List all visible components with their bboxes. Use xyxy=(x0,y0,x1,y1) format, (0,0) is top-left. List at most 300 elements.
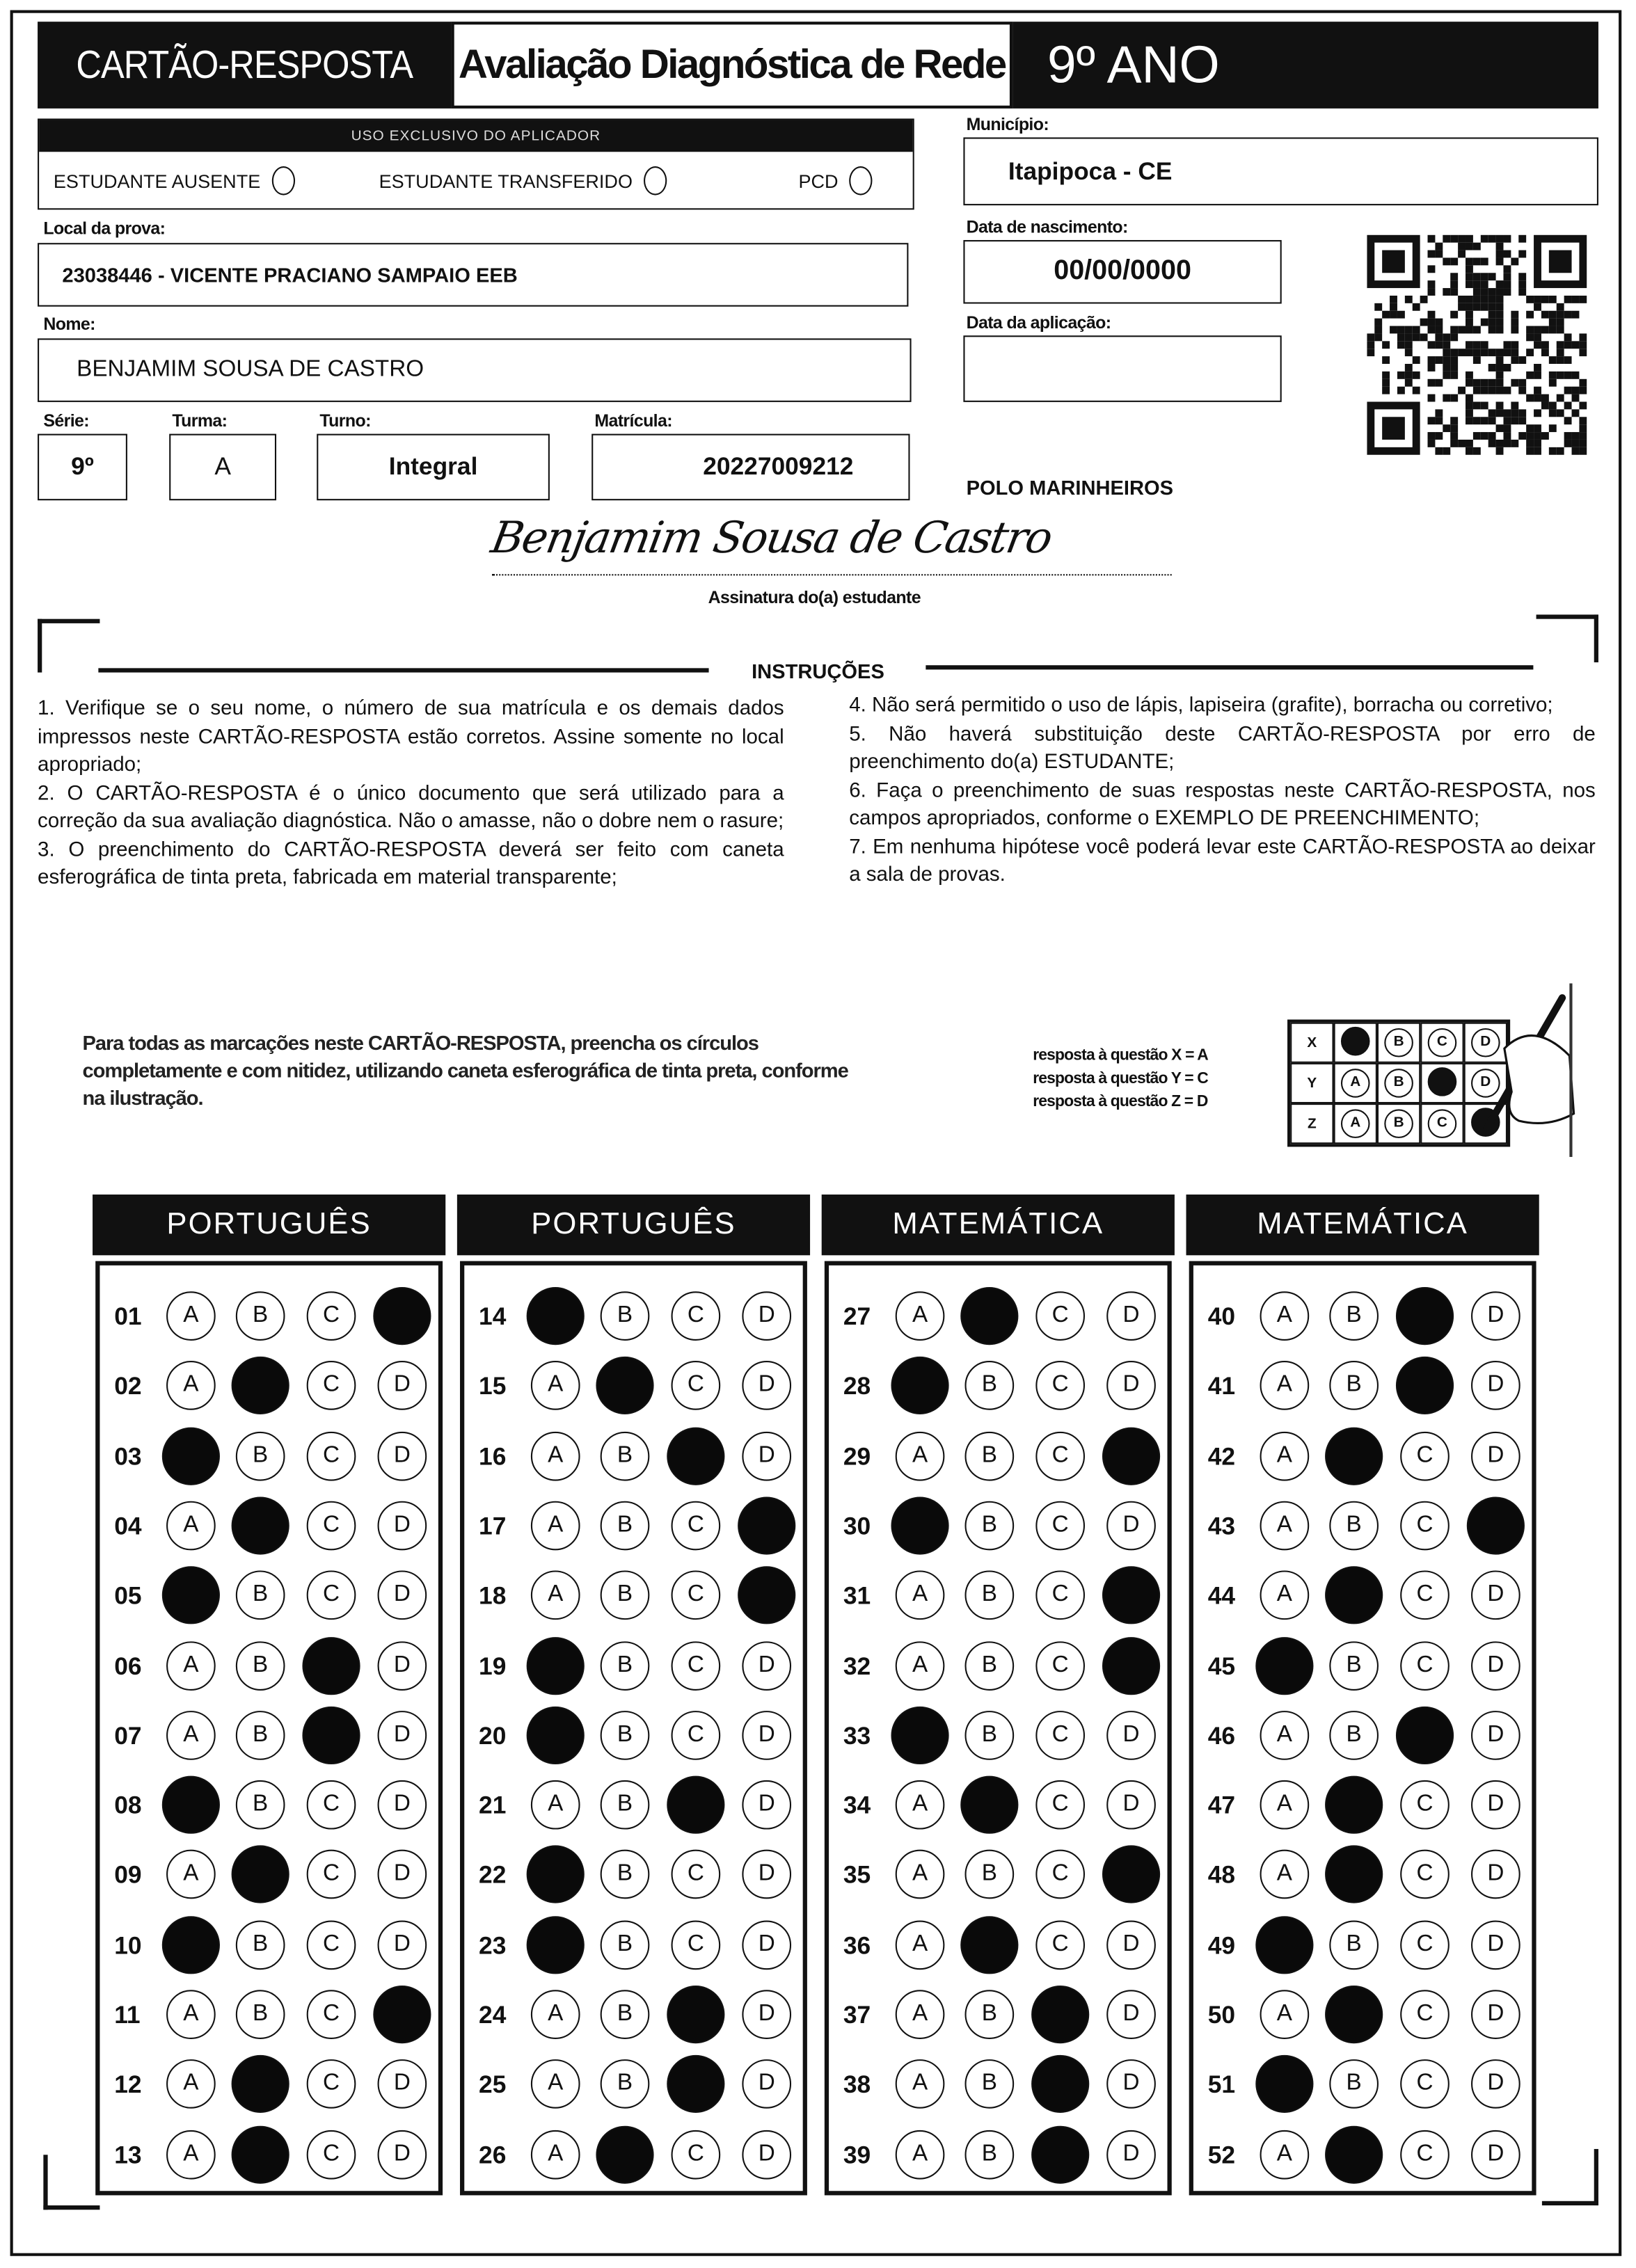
answer-bubble-c[interactable]: C xyxy=(307,1850,356,1899)
answer-bubble-a[interactable]: A xyxy=(1260,1850,1310,1899)
answer-bubble-d[interactable]: D xyxy=(1471,2130,1520,2179)
answer-bubble-d[interactable]: D xyxy=(1106,2130,1156,2179)
answer-bubble-a[interactable] xyxy=(891,1496,948,1554)
answer-bubble-c[interactable]: C xyxy=(1400,2130,1450,2179)
answer-bubble-a[interactable]: A xyxy=(166,1990,216,2039)
section-answers xyxy=(460,1261,807,2196)
answer-bubble-b[interactable]: B xyxy=(601,1990,650,2039)
question-number: 06 xyxy=(114,1652,142,1680)
answer-bubble-d[interactable]: D xyxy=(742,1640,791,1690)
transferred-label: ESTUDANTE TRANSFERIDO xyxy=(379,170,633,192)
example-bubble-a xyxy=(1341,1026,1370,1055)
answer-bubble-c[interactable] xyxy=(1031,2055,1089,2113)
answer-bubble-b[interactable]: B xyxy=(1329,1291,1379,1341)
card-title: CARTÃO-RESPOSTA xyxy=(76,42,413,86)
answer-bubble-d[interactable]: D xyxy=(378,1711,427,1760)
absent-option[interactable] xyxy=(54,166,295,195)
answer-bubble-d[interactable]: D xyxy=(1106,1990,1156,2039)
answer-bubble-d[interactable]: D xyxy=(378,1571,427,1620)
answer-bubble-c[interactable]: C xyxy=(672,1711,721,1760)
answer-bubble-d[interactable]: D xyxy=(1471,1431,1520,1480)
example-bubble-a: A xyxy=(1341,1109,1370,1138)
answer-bubble-c[interactable] xyxy=(302,1636,360,1694)
answer-bubble-b[interactable]: B xyxy=(601,2060,650,2109)
question-number: 50 xyxy=(1207,2001,1236,2029)
answer-bubble-d[interactable]: D xyxy=(1106,1501,1156,1550)
answer-bubble-c[interactable]: C xyxy=(1400,2060,1450,2109)
answer-bubble-a[interactable] xyxy=(1255,1636,1313,1694)
answer-bubble-a[interactable]: A xyxy=(166,1361,216,1411)
question-number: 41 xyxy=(1207,1373,1236,1400)
answer-bubble-d[interactable]: D xyxy=(378,1501,427,1550)
question-row xyxy=(1193,1288,1541,1346)
question-number: 16 xyxy=(479,1442,507,1471)
answer-bubble-c[interactable]: C xyxy=(672,2130,721,2179)
question-number: 12 xyxy=(114,2071,142,2099)
answer-bubble-a[interactable]: A xyxy=(166,1711,216,1760)
answer-bubble-c[interactable]: C xyxy=(1400,1640,1450,1690)
question-row xyxy=(1193,1917,1541,1975)
answer-bubble-d[interactable]: D xyxy=(1471,1780,1520,1830)
answer-bubble-a[interactable] xyxy=(527,1706,585,1764)
answer-bubble-d[interactable]: D xyxy=(1471,1990,1520,2039)
answer-bubble-b[interactable] xyxy=(232,1846,289,1903)
answer-bubble-d[interactable]: D xyxy=(1106,1780,1156,1830)
answer-bubble-d[interactable]: D xyxy=(1471,1850,1520,1899)
answer-bubble-c[interactable]: C xyxy=(1400,1571,1450,1620)
question-row xyxy=(829,1847,1176,1905)
example-legend-y: resposta à questão Y = C xyxy=(1033,1070,1209,1088)
answer-bubble-d[interactable]: D xyxy=(378,1361,427,1411)
answer-bubble-c[interactable]: C xyxy=(1400,1780,1450,1830)
answer-bubble-c[interactable]: C xyxy=(1400,1990,1450,2039)
applicator-section xyxy=(38,118,914,209)
answer-bubble-b[interactable]: B xyxy=(964,1501,1014,1550)
answer-bubble-a[interactable]: A xyxy=(896,1850,945,1899)
answer-bubble-d[interactable]: D xyxy=(1471,1920,1520,1970)
answer-bubble-b[interactable] xyxy=(232,1357,289,1414)
answer-bubble-a[interactable] xyxy=(162,1427,220,1485)
answer-bubble-a[interactable] xyxy=(527,1287,585,1345)
signature-line xyxy=(492,574,1172,575)
signature-caption: Assinatura do(a) estudante xyxy=(708,586,921,608)
answer-bubble-b[interactable]: B xyxy=(1329,2060,1379,2109)
answer-bubble-a[interactable]: A xyxy=(1260,1431,1310,1480)
answer-bubble-c[interactable]: C xyxy=(1035,1780,1085,1830)
answer-bubble-a[interactable] xyxy=(891,1357,948,1414)
answer-bubble-b[interactable] xyxy=(232,1496,289,1554)
answer-bubble-d[interactable]: D xyxy=(1471,1640,1520,1690)
answer-bubble-d[interactable]: D xyxy=(1106,2060,1156,2109)
example-question-label: Z xyxy=(1290,1103,1333,1144)
answer-bubble-a[interactable]: A xyxy=(166,2130,216,2179)
answer-bubble-c[interactable] xyxy=(667,2055,724,2113)
corner-mark-bottom-left xyxy=(43,2155,100,2210)
answer-bubble-d[interactable]: D xyxy=(1106,1291,1156,1341)
answer-bubble-b[interactable]: B xyxy=(236,1571,285,1620)
answer-bubble-c[interactable]: C xyxy=(1035,1850,1085,1899)
question-number: 52 xyxy=(1207,2141,1236,2169)
answer-bubble-a[interactable]: A xyxy=(166,1501,216,1550)
answer-bubble-d[interactable]: D xyxy=(1471,1571,1520,1620)
question-number: 25 xyxy=(479,2071,507,2099)
answer-bubble-c[interactable]: C xyxy=(1400,1501,1450,1550)
answer-bubble-a[interactable]: A xyxy=(166,1291,216,1341)
answer-bubble-d[interactable]: D xyxy=(378,1920,427,1970)
question-row xyxy=(829,1708,1176,1766)
answer-bubble-b[interactable] xyxy=(596,1357,653,1414)
example-bubble-b: B xyxy=(1384,1109,1413,1138)
question-number: 01 xyxy=(114,1302,142,1331)
example-legend-z: resposta à questão Z = D xyxy=(1033,1093,1208,1111)
answer-bubble-a[interactable] xyxy=(527,1636,585,1694)
answer-bubble-c[interactable]: C xyxy=(307,1431,356,1480)
answer-bubble-d[interactable] xyxy=(373,1287,431,1345)
student-signature: Benjamim Sousa de Castro xyxy=(487,513,1056,564)
question-row xyxy=(829,1359,1176,1416)
transferred-radio[interactable] xyxy=(644,166,667,195)
answer-bubble-d[interactable]: D xyxy=(1471,1361,1520,1411)
answer-bubble-a[interactable]: A xyxy=(531,1501,580,1550)
answer-bubble-c[interactable]: C xyxy=(307,1920,356,1970)
answer-bubble-a[interactable]: A xyxy=(896,1780,945,1830)
answer-bubble-d[interactable]: D xyxy=(378,1850,427,1899)
answer-bubble-a[interactable]: A xyxy=(896,1431,945,1480)
question-row xyxy=(464,1498,811,1556)
answer-bubble-b[interactable]: B xyxy=(964,2060,1014,2109)
answer-bubble-b[interactable] xyxy=(1325,1846,1383,1903)
question-row xyxy=(829,1428,1176,1486)
answer-bubble-c[interactable]: C xyxy=(1400,1431,1450,1480)
answer-bubble-a[interactable]: A xyxy=(896,1990,945,2039)
answer-bubble-b[interactable]: B xyxy=(601,1640,650,1690)
answer-bubble-b[interactable]: B xyxy=(601,1501,650,1550)
answer-bubble-c[interactable]: C xyxy=(307,1990,356,2039)
question-row xyxy=(464,1917,811,1975)
example-instructions: Para todas as marcações neste CARTÃO-RESPOSTA, preencha os círculos completamente e com nitidez, utilizando caneta esferográfica de tinta preta, conforme na ilustração. xyxy=(82,1031,848,1110)
answer-bubble-b[interactable] xyxy=(1325,1567,1383,1624)
question-row xyxy=(1193,1498,1541,1556)
answer-bubble-d[interactable]: D xyxy=(742,1780,791,1830)
answer-bubble-c[interactable]: C xyxy=(672,1920,721,1970)
answer-bubble-b[interactable] xyxy=(1325,1427,1383,1485)
answer-bubble-d[interactable] xyxy=(738,1567,795,1624)
instruction-6: 6. Faça o preenchimento de suas respostas neste CARTÃO-RESPOSTA, nos campos apropriados, conforme o EXEMPLO DE PREENCHIMENTO; xyxy=(849,778,1596,831)
answer-bubble-c[interactable]: C xyxy=(672,1501,721,1550)
answer-bubble-b[interactable]: B xyxy=(236,1990,285,2039)
name-field: BENJAMIM SOUSA DE CASTRO xyxy=(38,338,912,401)
answer-bubble-a[interactable]: A xyxy=(531,1780,580,1830)
answer-bubble-a[interactable]: A xyxy=(166,1850,216,1899)
answer-bubble-d[interactable] xyxy=(1102,1567,1160,1624)
pcd-label: PCD xyxy=(798,170,839,192)
question-row xyxy=(100,2057,447,2115)
birthdate-field: 00/00/0000 xyxy=(963,240,1281,303)
answer-bubble-a[interactable]: A xyxy=(896,1291,945,1341)
answer-bubble-a[interactable]: A xyxy=(896,2130,945,2179)
answer-bubble-c[interactable] xyxy=(667,1427,724,1485)
answer-bubble-b[interactable]: B xyxy=(1329,1361,1379,1411)
answer-bubble-c[interactable]: C xyxy=(672,1291,721,1341)
answer-bubble-d[interactable]: D xyxy=(1106,1920,1156,1970)
corner-mark-top-right xyxy=(1536,614,1598,662)
answer-bubble-d[interactable]: D xyxy=(378,2060,427,2109)
answer-bubble-d[interactable]: D xyxy=(742,1711,791,1760)
answer-bubble-a[interactable]: A xyxy=(896,1571,945,1620)
question-row xyxy=(464,1359,811,1416)
answer-bubble-b[interactable]: B xyxy=(964,1640,1014,1690)
answer-bubble-c[interactable]: C xyxy=(672,1361,721,1411)
answer-bubble-b[interactable] xyxy=(232,2125,289,2183)
answer-bubble-c[interactable]: C xyxy=(1035,1501,1085,1550)
answer-bubble-a[interactable]: A xyxy=(166,2060,216,2109)
answer-bubble-b[interactable]: B xyxy=(236,1711,285,1760)
answer-bubble-c[interactable]: C xyxy=(307,2060,356,2109)
answer-bubble-b[interactable]: B xyxy=(601,1920,650,1970)
answer-bubble-b[interactable]: B xyxy=(236,1780,285,1830)
instructions-title: INSTRUÇÕES xyxy=(752,659,884,683)
answer-bubble-d[interactable]: D xyxy=(742,1920,791,1970)
answer-bubble-a[interactable] xyxy=(527,1916,585,1974)
example-cell xyxy=(1334,1023,1377,1063)
matricula-field: 20227009212 xyxy=(591,434,910,501)
answer-bubble-b[interactable]: B xyxy=(1329,1711,1379,1760)
answer-bubble-c[interactable]: C xyxy=(1035,1640,1085,1690)
answer-bubble-a[interactable] xyxy=(162,1916,220,1974)
question-number: 44 xyxy=(1207,1582,1236,1610)
transferred-option[interactable] xyxy=(379,166,667,195)
answer-bubble-a[interactable]: A xyxy=(531,1431,580,1480)
question-number: 28 xyxy=(843,1373,871,1400)
answer-bubble-b[interactable]: B xyxy=(601,1571,650,1620)
answer-bubble-b[interactable] xyxy=(1325,2125,1383,2183)
answer-bubble-c[interactable]: C xyxy=(672,1571,721,1620)
section-header: PORTUGUÊS xyxy=(457,1195,810,1255)
answer-bubble-c[interactable]: C xyxy=(307,1291,356,1341)
question-row xyxy=(829,1638,1176,1695)
answer-bubble-d[interactable]: D xyxy=(742,2130,791,2179)
answer-bubble-c[interactable]: C xyxy=(672,1850,721,1899)
answer-bubble-b[interactable]: B xyxy=(601,1291,650,1341)
answer-bubble-c[interactable]: C xyxy=(1035,1920,1085,1970)
pcd-radio[interactable] xyxy=(850,166,873,195)
answer-bubble-a[interactable]: A xyxy=(1260,1990,1310,2039)
answer-bubble-a[interactable]: A xyxy=(1260,1711,1310,1760)
hand-pen-icon xyxy=(1461,991,1576,1150)
instruction-7: 7. Em nenhuma hipótese você poderá levar este CARTÃO-RESPOSTA ao deixar a sala de provas. xyxy=(849,835,1596,887)
answer-bubble-c[interactable]: C xyxy=(1035,1711,1085,1760)
answer-bubble-b[interactable]: B xyxy=(601,1850,650,1899)
answer-bubble-a[interactable]: A xyxy=(1260,1571,1310,1620)
section-answers xyxy=(825,1261,1172,2196)
answer-bubble-c[interactable] xyxy=(1396,1287,1454,1345)
answer-bubble-b[interactable] xyxy=(960,1776,1018,1834)
answer-bubble-b[interactable]: B xyxy=(964,1711,1014,1760)
example-legend xyxy=(1033,1044,1208,1114)
application-date-field xyxy=(963,335,1281,402)
answer-bubble-a[interactable]: A xyxy=(1260,1780,1310,1830)
question-number: 17 xyxy=(479,1512,507,1540)
answer-bubble-d[interactable] xyxy=(738,1496,795,1554)
answer-bubble-d[interactable]: D xyxy=(378,1640,427,1690)
answer-bubble-b[interactable]: B xyxy=(964,1571,1014,1620)
answer-bubble-c[interactable]: C xyxy=(1035,1431,1085,1480)
question-number: 39 xyxy=(843,2141,871,2169)
absent-radio[interactable] xyxy=(272,166,295,195)
answer-bubble-c[interactable]: C xyxy=(1400,1850,1450,1899)
answer-bubble-a[interactable]: A xyxy=(1260,1501,1310,1550)
answer-bubble-d[interactable]: D xyxy=(742,2060,791,2109)
answer-bubble-a[interactable]: A xyxy=(531,1990,580,2039)
answer-bubble-a[interactable]: A xyxy=(1260,2130,1310,2179)
answer-bubble-d[interactable]: D xyxy=(1471,1711,1520,1760)
answer-bubble-c[interactable] xyxy=(667,1776,724,1834)
instructions-left xyxy=(38,696,784,893)
answer-bubble-d[interactable]: D xyxy=(378,1431,427,1480)
answer-bubble-b[interactable] xyxy=(596,2125,653,2183)
answer-bubble-d[interactable] xyxy=(1102,1427,1160,1485)
answer-bubble-a[interactable]: A xyxy=(166,1640,216,1690)
example-bubble-d: D xyxy=(1471,1069,1500,1098)
answer-bubble-c[interactable]: C xyxy=(1400,1920,1450,1970)
question-number: 47 xyxy=(1207,1791,1236,1820)
question-row xyxy=(100,1708,447,1766)
answer-bubble-a[interactable]: A xyxy=(531,2130,580,2179)
answer-bubble-c[interactable]: C xyxy=(1035,1291,1085,1341)
answer-bubble-b[interactable]: B xyxy=(964,1850,1014,1899)
answer-bubble-d[interactable]: D xyxy=(742,1850,791,1899)
answer-bubble-a[interactable]: A xyxy=(531,1571,580,1620)
answer-bubble-a[interactable]: A xyxy=(531,1361,580,1411)
answer-bubble-d[interactable] xyxy=(1467,1496,1525,1554)
answer-bubble-b[interactable] xyxy=(960,1287,1018,1345)
answer-bubble-a[interactable] xyxy=(527,1846,585,1903)
answer-bubble-b[interactable] xyxy=(1325,1776,1383,1834)
answer-bubble-d[interactable]: D xyxy=(1471,2060,1520,2109)
answer-bubble-b[interactable]: B xyxy=(964,1990,1014,2039)
answer-bubble-b[interactable]: B xyxy=(601,1780,650,1830)
absent-label: ESTUDANTE AUSENTE xyxy=(53,170,261,192)
answer-bubble-d[interactable]: D xyxy=(742,1990,791,2039)
question-number: 07 xyxy=(114,1722,142,1750)
answer-bubble-a[interactable] xyxy=(162,1776,220,1834)
answer-bubble-c[interactable] xyxy=(1396,1706,1454,1764)
answer-bubble-c[interactable] xyxy=(1031,2125,1089,2183)
answer-bubble-b[interactable]: B xyxy=(964,1361,1014,1411)
question-number: 34 xyxy=(843,1791,871,1820)
answer-bubble-b[interactable]: B xyxy=(236,1431,285,1480)
question-row xyxy=(464,1428,811,1486)
question-row xyxy=(464,1638,811,1695)
question-number: 26 xyxy=(479,2141,507,2169)
answer-bubble-c[interactable] xyxy=(302,1706,360,1764)
answer-bubble-b[interactable]: B xyxy=(964,2130,1014,2179)
answer-bubble-d[interactable]: D xyxy=(1471,1291,1520,1341)
question-row xyxy=(464,2127,811,2185)
answer-bubble-b[interactable]: B xyxy=(1329,1920,1379,1970)
answer-bubble-b[interactable]: B xyxy=(236,1291,285,1341)
answer-bubble-b[interactable]: B xyxy=(964,1431,1014,1480)
question-number: 05 xyxy=(114,1582,142,1610)
answer-bubble-c[interactable]: C xyxy=(307,1571,356,1620)
question-row xyxy=(1193,2127,1541,2185)
answer-bubble-d[interactable]: D xyxy=(378,2130,427,2179)
instruction-1: 1. Verifique se o seu nome, o número de sua matrícula e os demais dados impressos neste CARTÃO-RESPOSTA estão corretos. Assine somente no local apropriado; xyxy=(38,696,784,777)
question-row xyxy=(100,1847,447,1905)
section-answers xyxy=(1189,1261,1536,2196)
answer-bubble-d[interactable]: D xyxy=(1106,1361,1156,1411)
answer-bubble-c[interactable]: C xyxy=(307,1501,356,1550)
question-number: 45 xyxy=(1207,1652,1236,1680)
question-number: 51 xyxy=(1207,2071,1236,2099)
answer-bubble-a[interactable]: A xyxy=(1260,1291,1310,1341)
answer-bubble-a[interactable] xyxy=(1255,2055,1313,2113)
corner-mark-bottom-right xyxy=(1542,2149,1598,2205)
answer-bubble-b[interactable]: B xyxy=(1329,1501,1379,1550)
answer-bubble-d[interactable] xyxy=(373,1986,431,2043)
answer-bubble-d[interactable] xyxy=(1102,1846,1160,1903)
answer-bubble-d[interactable]: D xyxy=(1106,1711,1156,1760)
name-label: Nome: xyxy=(43,314,95,335)
example-question-label: Y xyxy=(1290,1063,1333,1103)
answer-bubble-c[interactable] xyxy=(1396,1357,1454,1414)
turma-label: Turma: xyxy=(172,410,228,431)
answer-bubble-c[interactable]: C xyxy=(672,1640,721,1690)
instruction-5: 5. Não haverá substituição deste CARTÃO-RESPOSTA por erro de preenchimento do(a) ESTUDANTE; xyxy=(849,722,1596,774)
answer-bubble-a[interactable]: A xyxy=(896,1640,945,1690)
question-number: 40 xyxy=(1207,1302,1236,1331)
answer-bubble-c[interactable]: C xyxy=(307,2130,356,2179)
answer-bubble-c[interactable]: C xyxy=(307,1361,356,1411)
answer-bubble-b[interactable]: B xyxy=(1329,1640,1379,1690)
answer-bubble-a[interactable] xyxy=(891,1706,948,1764)
question-row xyxy=(100,1498,447,1556)
answer-bubble-b[interactable] xyxy=(232,2055,289,2113)
answer-bubble-c[interactable]: C xyxy=(1035,1571,1085,1620)
question-number: 18 xyxy=(479,1582,507,1610)
answer-bubble-b[interactable]: B xyxy=(601,1711,650,1760)
question-row xyxy=(829,1987,1176,2045)
answer-bubble-d[interactable]: D xyxy=(742,1361,791,1411)
answer-bubble-d[interactable]: D xyxy=(742,1431,791,1480)
answer-bubble-c[interactable]: C xyxy=(1035,1361,1085,1411)
answer-bubble-d[interactable]: D xyxy=(742,1291,791,1341)
answer-bubble-a[interactable]: A xyxy=(1260,1361,1310,1411)
answer-bubble-b[interactable]: B xyxy=(236,1920,285,1970)
answer-bubble-a[interactable] xyxy=(162,1567,220,1624)
answer-bubble-a[interactable]: A xyxy=(896,1920,945,1970)
answer-bubble-d[interactable]: D xyxy=(378,1780,427,1830)
pcd-option[interactable] xyxy=(798,166,873,195)
answer-bubble-a[interactable] xyxy=(1255,1916,1313,1974)
answer-bubble-b[interactable]: B xyxy=(601,1431,650,1480)
answer-bubble-a[interactable]: A xyxy=(896,2060,945,2109)
answer-bubble-c[interactable] xyxy=(667,1986,724,2043)
question-row xyxy=(100,1917,447,1975)
answer-bubble-a[interactable]: A xyxy=(531,2060,580,2109)
question-number: 37 xyxy=(843,2001,871,2029)
serie-label: Série: xyxy=(43,410,89,431)
answer-bubble-c[interactable] xyxy=(1031,1986,1089,2043)
answer-bubble-d[interactable] xyxy=(1102,1636,1160,1694)
birthdate-label: Data de nascimento: xyxy=(966,216,1128,237)
answer-bubble-b[interactable] xyxy=(1325,1986,1383,2043)
answer-bubble-c[interactable]: C xyxy=(307,1780,356,1830)
local-label: Local da prova: xyxy=(43,218,166,239)
question-row xyxy=(464,1708,811,1766)
answer-bubble-b[interactable] xyxy=(960,1916,1018,1974)
answer-bubble-b[interactable]: B xyxy=(236,1640,285,1690)
